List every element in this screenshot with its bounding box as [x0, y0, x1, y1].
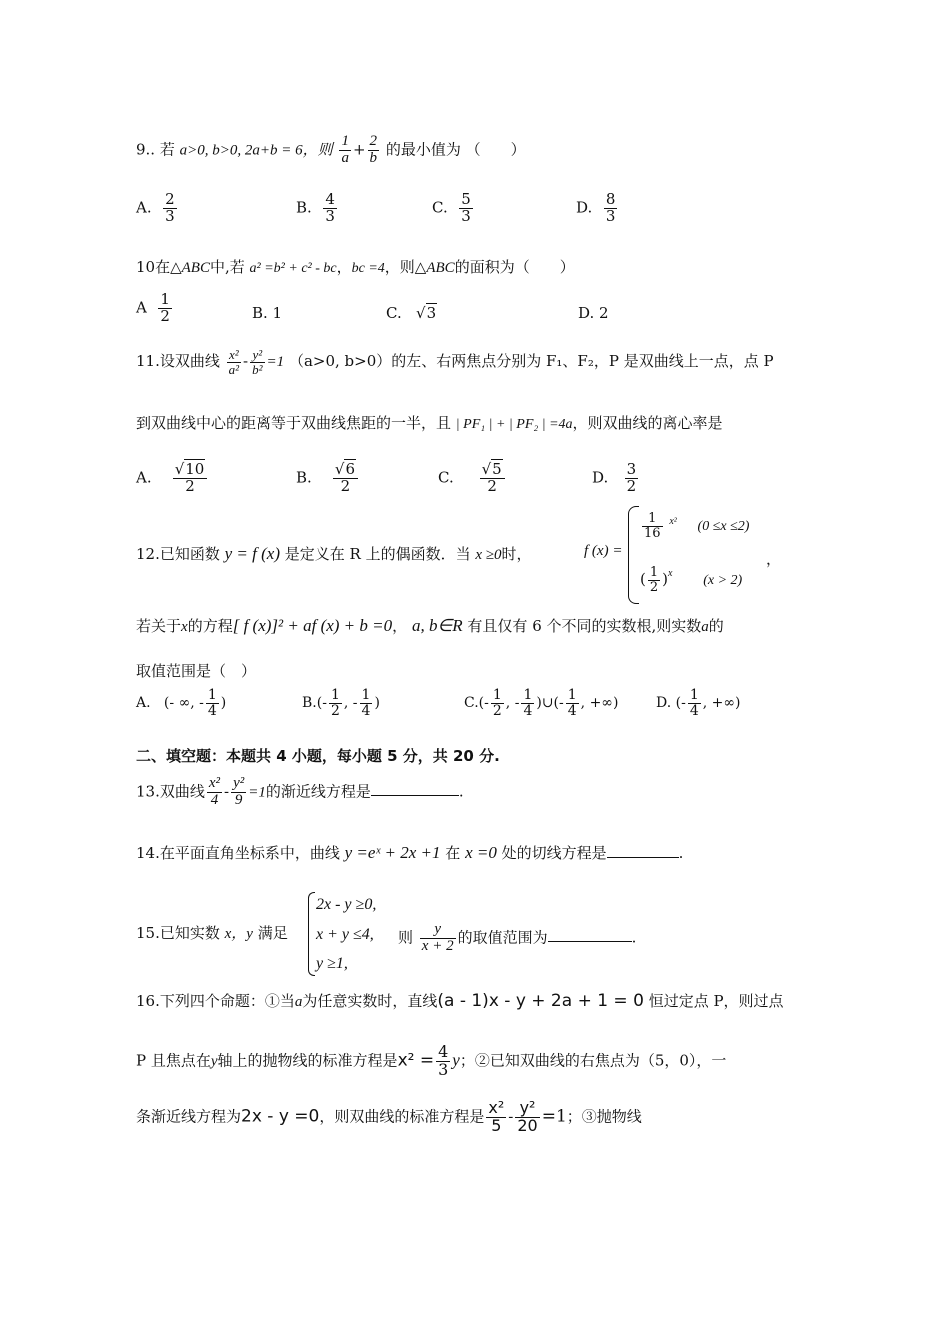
q15-answer-blank[interactable] [548, 927, 632, 942]
q9-frac-2: $\frac{2}{b}$ [369, 133, 378, 166]
question-15-post: 则 $\frac{y}{x + 2}$ 的取值范围为 . [398, 921, 637, 954]
q9-condition: a>0, b>0, 2a+b = 6，则 [179, 142, 333, 159]
question-10: 10在△ABC中,若 a² =b² + c² - bc，bc =4，则△ABC的面积为（ ） [136, 258, 575, 276]
q9-option-d: D. $\frac{8}{3}$ [576, 190, 616, 225]
question-12-line3: 取值范围是（ ） [136, 662, 257, 680]
q12-option-d: D. (- $\frac{1}{4}$ , +∞) [656, 687, 741, 719]
q10-option-a: A $\frac{1}{2}$ [136, 290, 170, 325]
q11-option-d: D. $\frac{3}{2}$ [592, 460, 637, 495]
question-11: 11.设双曲线 $\frac{\text{x²}}{\text{a²}}$ - $\frac{\text{y²}}{\text{b²}}$ =1 （a>0, b>0）的左、右两焦点分别为 F₁、F₂，P 是双曲线上一点，点 P [136, 347, 774, 377]
q12-option-b: B.(- $\frac{1}{2}$ , - $\frac{1}{4}$ ) [302, 687, 380, 719]
q15-constraint-1: 2x - y ≥0, [316, 896, 377, 913]
q13-answer-blank[interactable] [371, 781, 459, 796]
q12-option-a: A. (- ∞, - $\frac{1}{4}$ ) [136, 687, 227, 719]
q11-option-b: B. $\frac{√6}{2}$ [296, 462, 360, 495]
q9-option-c: C. $\frac{5}{3}$ [432, 190, 471, 225]
q10-option-c: C. √3 [386, 304, 437, 322]
q12-fx-label: f (x) = [584, 543, 623, 559]
q9-number: 9.. [136, 140, 156, 159]
question-11-line2: 到双曲线中心的距离等于双曲线焦距的一半，且 | PF₁ | + | PF₂ | =4a，则双曲线的离心率是 [136, 414, 723, 432]
q12-case-1: $\frac{1}{16}$ $^{x^2}$ (0 ≤x ≤2) [644, 511, 750, 541]
q9-option-a: A. $\frac{2}{3}$ [136, 190, 175, 225]
question-12: 12.已知函数 y = f (x) 是定义在 R 上的偶函数．当 x ≥0时， [136, 544, 532, 563]
q10-option-b: B. 1 [252, 304, 283, 322]
q10-equation: a² =b² + c² - bc [249, 261, 337, 276]
exam-page: 9.. 若 a>0, b>0, 2a+b = 6，则 $\frac{1}{a}$ + $\frac{2}{b}$ 的最小值为 （ ） A. $\frac{2}{3}$ B. $\frac{4}{3}$ C. $\frac{5}{3}$ D. $\frac{8}{3}$ 10在△ABC中,若 a² =b² + c² - bc，bc =4，则△ABC的面积为（ ） A $\frac{1}{2}$ B. 1 C. √3 D. 2 11.设双曲线 $\frac{\text{x²}}{\text{a²}}$ - $\frac{\text{y²}}{\text{b²}}$ =1 （a>0, b>0）的左、右两焦点分别为 F₁、F₂，P 是双曲线上一点，点 P 到双曲线中心的距离等于双曲线焦距的一半，且 | PF₁ | + | PF₂ | =4a，则双曲线的离心率是 A. $\frac{√10}{2}$ B. $\frac{√6}{2}$ C. $\frac{√5}{2}$ D. $\frac{3}{2}$ 12.已知函数 y = f (x) 是定义在 R 上的偶函数．当 x ≥0时， f (x) = $\frac{1}{16}$ $^{x^2}$ (0 ≤x ≤2) ( $\frac{1}{2}$ )$^x$ (x > 2) ， 若关于x的方程[ f (x)]² + af (x) + b =0， a, b∈R 有且仅有 6 个不同的实数根,则实数a的 取值范围是（ ） A. (- ∞, - $\frac{1}{4}$ ) B.(- $\frac{1}{2}$ , - $\frac{1}{4}$ ) C.(- $\frac{1}{2}$ , - $\frac{1}{4}$ )∪(- $\frac{1}{4}$ , +∞) D. (- $\frac{1}{4}$ , +∞) 二、填空题：本题共 4 小题，每小题 5 分，共 20 分. 13.双曲线 $\frac{\text{x²}}{4}$ - $\frac{\text{y²}}{9}$ =1的渐近线方程是 . 14.在平面直角坐标系中，曲线 y =eˣ + 2x +1 在 x =0 处的切线方程是 . 15.已知实数 x，y 满足 2x - y ≥0, x + y ≤4, y ≥1, 则 $\frac{y}{x + 2}$ 的取值范围为 . 16.下列四个命题：①当a为任意实数时，直线(a - 1)x - y + 2a + 1 = 0 恒过定点 P，则过点 P 且焦点在y轴上的抛物线的标准方程是x² = $\frac{4}{3}$ y；②已知双曲线的右焦点为（5，0），一 条渐近线方程为2x - y =0，则双曲线的标准方程是 $\frac{\text{x²}}{5}$ - $\frac{\text{y²}}{20}$ =1；③抛物线 [136, 133, 784, 1135]
q9-prefix: 若 [159, 140, 175, 159]
question-14: 14.在平面直角坐标系中，曲线 y =eˣ + 2x +1 在 x =0 处的切线方程是 . [136, 843, 684, 862]
q12-case-2: ( $\frac{1}{2}$ )$^x$ (x > 2) [640, 565, 743, 595]
question-16-line1: 16.下列四个命题：①当a为任意实数时，直线(a - 1)x - y + 2a + 1 = 0 恒过定点 P，则过点 [136, 991, 784, 1011]
question-16-line2: P 且焦点在y轴上的抛物线的标准方程是x² = $\frac{4}{3}$ y；②已知双曲线的右焦点为（5，0），一 [136, 1042, 727, 1079]
q15-constraint-2: x + y ≤4, [316, 926, 374, 943]
q9-suffix: 的最小值为 （ ） [385, 140, 526, 159]
q11-option-a: A. $\frac{√10}{2}$ [136, 462, 209, 495]
question-13: 13.双曲线 $\frac{\text{x²}}{4}$ - $\frac{\text{y²}}{9}$ =1的渐近线方程是 . [136, 775, 464, 808]
question-9: 9.. 若 a>0, b>0, 2a+b = 6，则 $\frac{1}{a}$ + $\frac{2}{b}$ 的最小值为 （ ） [136, 133, 526, 166]
question-15-pre: 15.已知实数 x，y 满足 [136, 924, 288, 942]
q12-case-brace [628, 506, 639, 604]
q11-option-c: C. $\frac{√5}{2}$ [438, 462, 507, 495]
question-12-line2: 若关于x的方程[ f (x)]² + af (x) + b =0， a, b∈R 有且仅有 6 个不同的实数根,则实数a的 [136, 616, 724, 635]
q9-frac-1: $\frac{1}{a}$ [341, 133, 349, 166]
q15-system-brace [308, 892, 315, 976]
section-2-heading: 二、填空题：本题共 4 小题，每小题 5 分，共 20 分. [136, 747, 500, 765]
q10-option-d: D. 2 [578, 304, 609, 322]
question-16-line3: 条渐近线方程为2x - y =0，则双曲线的标准方程是 $\frac{\text{x²}}{5}$ - $\frac{\text{y²}}{20}$ =1；③抛物线 [136, 1098, 642, 1135]
q15-constraint-3: y ≥1, [316, 955, 348, 972]
q12-option-c: C.(- $\frac{1}{2}$ , - $\frac{1}{4}$ )∪(- $\frac{1}{4}$ , +∞) [464, 687, 619, 719]
q9-option-b: B. $\frac{4}{3}$ [296, 190, 335, 225]
q14-answer-blank[interactable] [607, 843, 679, 858]
